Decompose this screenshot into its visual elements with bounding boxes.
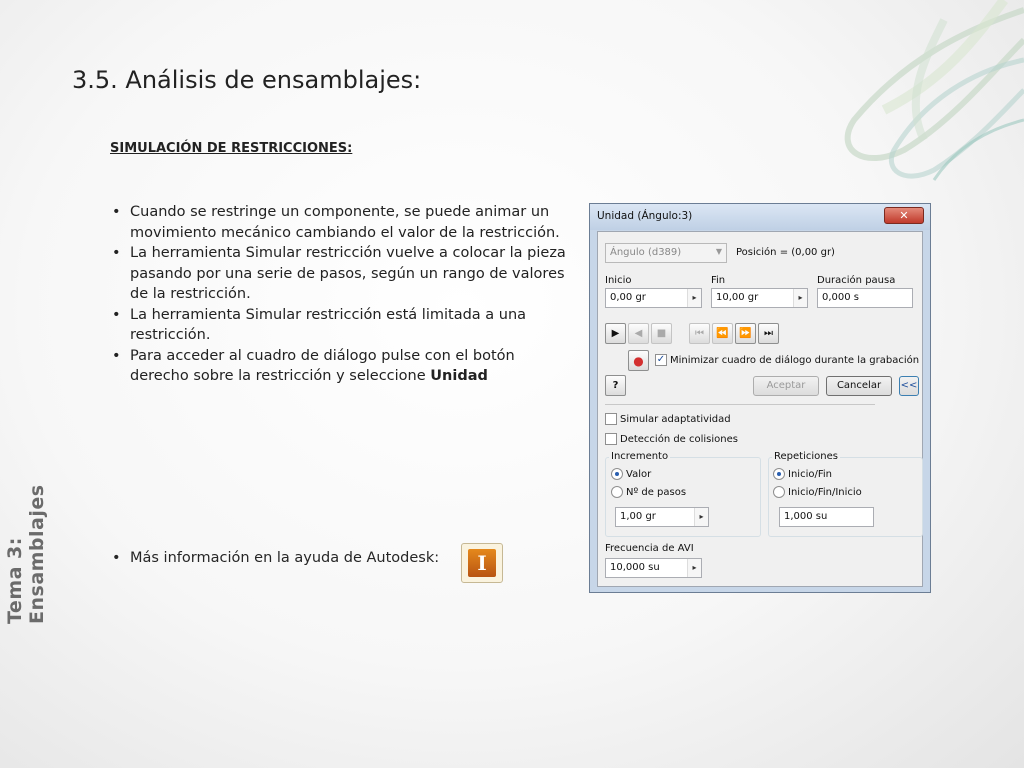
start-value: 0,00 gr: [610, 292, 646, 303]
constraint-combo-value: Ángulo (d389): [610, 247, 682, 258]
play-reverse-button[interactable]: [628, 323, 649, 344]
play-forward-icon: ▶: [611, 328, 620, 339]
end-label: Fin: [711, 275, 726, 286]
bullet-item: • La herramienta Simular restricción vuelve a colocar la pieza pasando por una serie de pasos, según un rango de valores de la restricción.: [110, 243, 570, 305]
go-to-end-button[interactable]: [758, 323, 779, 344]
repetitions-group-title: Repeticiones: [774, 451, 838, 462]
help-icon: ?: [612, 380, 619, 391]
collision-checkbox[interactable]: [605, 433, 617, 445]
increment-steps-label: Nº de pasos: [626, 486, 687, 498]
rep-start-end-option[interactable]: [773, 468, 832, 480]
cancel-button[interactable]: Cancelar: [826, 376, 892, 396]
skip-end-icon: ⏭: [764, 328, 773, 339]
step-forward-icon: ⏩: [739, 328, 752, 339]
avi-rate-field[interactable]: [605, 558, 702, 578]
constraint-combo[interactable]: [605, 243, 727, 263]
accept-button[interactable]: Aceptar: [753, 376, 819, 396]
step-forward-button[interactable]: [735, 323, 756, 344]
chevron-down-icon: ▼: [715, 247, 722, 256]
collapse-button[interactable]: <<: [899, 376, 919, 396]
inventor-logo-icon: I: [468, 549, 496, 577]
stop-button[interactable]: [651, 323, 672, 344]
avi-rate-value: 10,000 su: [610, 562, 660, 573]
increment-value-option[interactable]: [611, 468, 651, 480]
start-field[interactable]: [605, 288, 702, 308]
collision-option[interactable]: [605, 433, 738, 445]
play-forward-button[interactable]: [605, 323, 626, 344]
step-back-icon: ⏪: [716, 328, 729, 339]
start-label: Inicio: [605, 275, 632, 286]
increment-field[interactable]: [615, 507, 709, 527]
bullet-item: [110, 346, 570, 387]
pause-value: 0,000 s: [822, 292, 860, 303]
repetitions-field[interactable]: [779, 507, 874, 527]
dialog-body: [597, 231, 923, 587]
minimize-checkbox[interactable]: ✓: [656, 354, 666, 365]
position-readout: Posición = (0,00 gr): [736, 247, 835, 258]
more-info-item: • Más información en la ayuda de Autodesk:: [110, 548, 570, 568]
close-icon[interactable]: ✕: [884, 207, 924, 224]
end-field[interactable]: [711, 288, 808, 308]
collision-label: Detección de colisiones: [620, 433, 738, 445]
go-to-start-button[interactable]: [689, 323, 710, 344]
increment-value-label: Valor: [626, 468, 652, 480]
adaptive-option[interactable]: [605, 413, 731, 425]
bullet-list: [110, 202, 570, 387]
dialog-title: Unidad (Ángulo:3): [597, 210, 693, 222]
pause-label: Duración pausa: [817, 275, 896, 286]
dialog-titlebar[interactable]: [590, 204, 930, 230]
end-value: 10,00 gr: [716, 292, 759, 303]
record-icon: ●: [633, 353, 644, 368]
slide-title: 3.5. Análisis de ensamblajes:: [72, 66, 422, 94]
spin-arrow-icon[interactable]: ▸: [793, 289, 807, 307]
increment-steps-option[interactable]: [611, 486, 686, 498]
spin-arrow-icon[interactable]: ▸: [687, 559, 701, 577]
increment-group-title: Incremento: [611, 451, 669, 462]
repetitions-value: 1,000 su: [784, 511, 828, 522]
bullet-item: • La herramienta Simular restricción está limitada a una restricción.: [110, 305, 570, 346]
minimize-option[interactable]: [655, 354, 919, 366]
increment-value: 1,00 gr: [620, 511, 656, 522]
spin-arrow-icon[interactable]: ▸: [687, 289, 701, 307]
adaptive-label: Simular adaptatividad: [620, 413, 731, 425]
divider: [605, 404, 875, 405]
side-topic-label: Tema 3: Ensamblajes: [4, 484, 48, 624]
avi-rate-label: Frecuencia de AVI: [605, 543, 694, 554]
bullet-bold-term: Unidad: [430, 368, 488, 384]
increment-steps-radio[interactable]: [611, 486, 623, 498]
stop-icon: ■: [656, 328, 667, 339]
play-reverse-icon: ◀: [634, 328, 643, 339]
rep-start-end-start-option[interactable]: [773, 486, 862, 498]
rep-start-end-start-label: Inicio/Fin/Inicio: [788, 486, 862, 498]
increment-value-radio[interactable]: [611, 468, 623, 480]
spin-arrow-icon[interactable]: ▸: [694, 508, 708, 526]
rep-start-end-radio[interactable]: [773, 468, 785, 480]
step-back-button[interactable]: [712, 323, 733, 344]
rep-start-end-label: Inicio/Fin: [788, 468, 832, 480]
bullet-text: Para acceder al cuadro de diálogo pulse con el botón derecho sobre la restricción y seleccione: [130, 347, 515, 384]
pause-field[interactable]: [817, 288, 913, 308]
record-button[interactable]: [628, 350, 649, 371]
autodesk-help-icon[interactable]: [461, 543, 503, 583]
rep-start-end-start-radio[interactable]: [773, 486, 785, 498]
help-button[interactable]: [605, 375, 626, 396]
minimize-label: Minimizar cuadro de diálogo durante la grabación: [670, 354, 920, 366]
unidad-dialog: [589, 203, 931, 593]
skip-start-icon: ⏮: [695, 328, 704, 339]
section-heading: SIMULACIÓN DE RESTRICCIONES:: [110, 141, 353, 156]
adaptive-checkbox[interactable]: [605, 413, 617, 425]
bullet-item: • Cuando se restringe un componente, se puede animar un movimiento mecánico cambiando el valor de la restricción.: [110, 202, 570, 243]
